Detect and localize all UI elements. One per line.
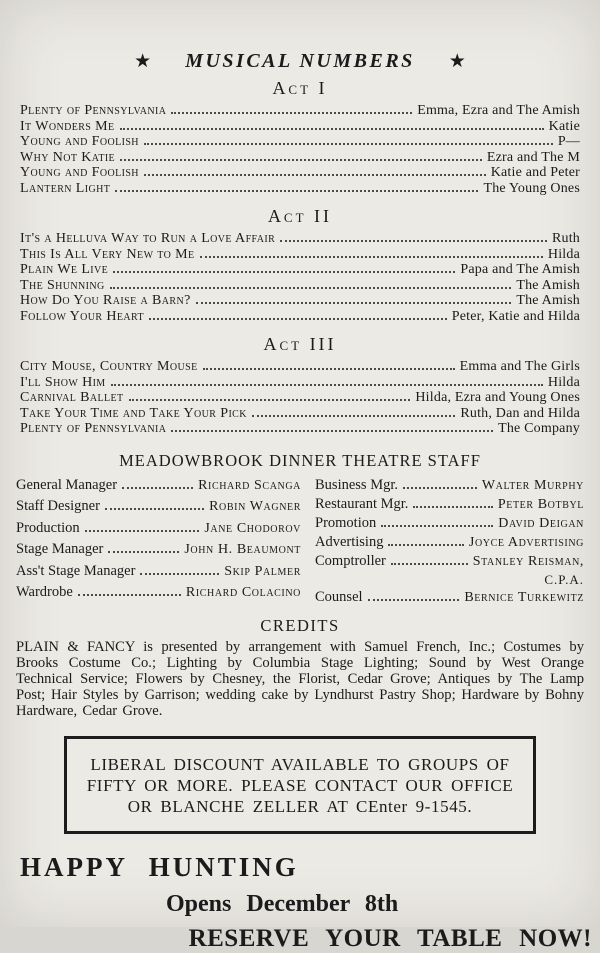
- song-title: Plenty of Pennsylvania: [20, 421, 167, 436]
- next-show-opening-date: Opens December 8th: [166, 890, 399, 917]
- song-row: [20, 375, 580, 391]
- song-row: [20, 119, 580, 135]
- song-row: [20, 406, 580, 422]
- musical-numbers-header: [0, 48, 600, 74]
- staff-role: Comptroller: [315, 552, 386, 569]
- song-title: Why Not Katie: [20, 149, 116, 165]
- song-title: It Wonders Me: [20, 118, 115, 134]
- staff-name: Stanley Reisman,: [472, 553, 584, 569]
- song-title: Plenty of Pennsylvania: [20, 103, 167, 118]
- staff-role: Stage Manager: [16, 541, 104, 557]
- staff-role: Advertising: [315, 533, 384, 550]
- dot-leader: [368, 599, 460, 601]
- staff-role: Restaurant Mgr.: [315, 495, 409, 512]
- staff-role: Counsel: [315, 588, 363, 605]
- staff-row: [16, 563, 301, 585]
- staff-name: Skip Palmer: [224, 563, 301, 579]
- staff-role: Staff Designer: [16, 498, 100, 514]
- song-row: [20, 103, 580, 119]
- dot-leader: [200, 256, 543, 258]
- staff-columns: [0, 477, 600, 608]
- song-title: Take Your Time and Take Your Pick: [20, 405, 247, 421]
- dot-leader: [120, 128, 544, 130]
- dot-leader: [110, 287, 512, 289]
- dot-leader: [113, 271, 455, 273]
- song-performers: Emma and The Girls: [459, 359, 580, 374]
- song-performers: P—: [557, 134, 580, 149]
- staff-role: Production: [16, 519, 80, 536]
- staff-name: John H. Beaumont: [184, 542, 301, 557]
- song-row: [20, 390, 580, 406]
- song-row: [20, 150, 580, 166]
- song-performers: Ruth: [551, 231, 580, 246]
- song-performers: Papa and The Amish: [460, 262, 580, 277]
- dot-leader: [196, 302, 512, 304]
- staff-row: [16, 477, 301, 499]
- dot-leader: [388, 544, 463, 546]
- song-row: [20, 309, 580, 325]
- dot-leader: [413, 506, 492, 508]
- dot-leader: [115, 190, 478, 192]
- staff-row: [16, 541, 301, 563]
- staff-role: Business Mgr.: [315, 476, 398, 493]
- notice-line: OR BLANCHE ZELLER AT CEnter 9-1545.: [127, 796, 473, 816]
- staff-role: General Manager: [16, 476, 118, 493]
- song-title: This Is All Very New to Me: [20, 246, 195, 262]
- song-title: City Mouse, Country Mouse: [20, 359, 198, 374]
- song-title: Follow Your Heart: [20, 308, 145, 324]
- act-heading-1: Act I: [272, 78, 328, 98]
- staff-name: Walter Murphy: [481, 477, 584, 493]
- dot-leader: [391, 563, 468, 565]
- staff-row: [16, 584, 301, 606]
- song-performers: Ruth, Dan and Hilda: [460, 405, 580, 421]
- dot-leader: [203, 368, 455, 370]
- song-row: [20, 278, 580, 294]
- dot-leader: [381, 525, 493, 527]
- song-row: [20, 262, 580, 278]
- dot-leader: [280, 240, 547, 242]
- song-performers: The Company: [498, 421, 580, 436]
- song-performers: Peter, Katie and Hilda: [451, 308, 580, 324]
- song-title: Young and Foolish: [20, 134, 139, 149]
- staff-row: [315, 534, 584, 553]
- staff-heading: MEADOWBROOK DINNER THEATRE STAFF: [119, 450, 481, 470]
- staff-row: [315, 553, 584, 572]
- dot-leader: [120, 159, 482, 161]
- dot-leader: [149, 318, 447, 320]
- staff-name: Jane Chodorov: [204, 520, 301, 536]
- staff-section: [0, 451, 600, 608]
- dot-leader: [140, 573, 219, 575]
- reserve-table-callout: RESERVE YOUR TABLE NOW!: [188, 924, 592, 952]
- staff-role: Promotion: [315, 514, 377, 531]
- song-performers: Katie and Peter: [490, 165, 580, 180]
- dot-leader: [85, 530, 200, 532]
- dot-leader: [252, 415, 455, 417]
- staff-name: Robin Wagner: [209, 499, 301, 514]
- staff-row: [16, 498, 301, 520]
- staff-row: [315, 589, 584, 608]
- staff-name: Joyce Advertising: [468, 534, 584, 550]
- dot-leader: [122, 487, 193, 489]
- song-title: The Shunning: [20, 277, 105, 293]
- song-title: I'll Show Him: [20, 374, 106, 390]
- song-row: [20, 165, 580, 181]
- song-row: [20, 134, 580, 150]
- song-row: [20, 359, 580, 375]
- staff-row: [16, 520, 301, 542]
- song-title: Lantern Light: [20, 180, 111, 196]
- dot-leader: [171, 112, 412, 114]
- next-show-title: HAPPY HUNTING: [20, 851, 299, 882]
- staff-role: Ass't Stage Manager: [16, 562, 136, 579]
- song-row: [20, 181, 580, 197]
- staff-name: David Deigan: [498, 515, 584, 531]
- staff-name: Peter Botbyl: [497, 496, 584, 512]
- dot-leader: [144, 143, 553, 145]
- song-row: [20, 293, 580, 309]
- dot-leader: [105, 508, 204, 510]
- credits-heading: CREDITS: [260, 615, 340, 635]
- song-title: Young and Foolish: [20, 165, 139, 180]
- song-title: How Do You Raise a Barn?: [20, 293, 191, 308]
- staff-row: [315, 477, 584, 496]
- song-performers: The Amish: [516, 293, 580, 308]
- song-title: Carnival Ballet: [20, 390, 124, 405]
- staff-row: [315, 515, 584, 534]
- acts-section: [0, 78, 600, 437]
- song-performers: The Amish: [516, 277, 580, 293]
- staff-role: Wardrobe: [16, 584, 73, 600]
- star-icon: ★: [134, 50, 152, 72]
- song-row: [20, 231, 580, 247]
- staff-column-left: [16, 477, 301, 608]
- credits-section: [0, 616, 600, 720]
- song-row: [20, 421, 580, 437]
- dot-leader: [111, 384, 543, 386]
- song-performers: Hilda, Ezra and Young Ones: [415, 390, 580, 405]
- song-performers: Emma, Ezra and The Amish: [417, 103, 580, 118]
- song-performers: Katie: [548, 118, 580, 134]
- next-show-promo: [0, 852, 600, 953]
- song-performers: Ezra and The M: [486, 149, 580, 165]
- star-icon: ★: [448, 50, 466, 72]
- song-title: Plain We Live: [20, 262, 109, 277]
- song-performers: The Young Ones: [483, 180, 580, 196]
- page-title: MUSICAL NUMBERS: [185, 49, 415, 72]
- song-row: [20, 247, 580, 263]
- group-discount-box: [64, 736, 536, 834]
- song-performers: Hilda: [547, 374, 580, 390]
- act-heading-3: Act III: [263, 334, 337, 354]
- act-heading-2: Act II: [267, 206, 333, 226]
- staff-row: [315, 496, 584, 515]
- dot-leader: [144, 174, 486, 176]
- dot-leader: [78, 594, 181, 596]
- notice-line: LIBERAL DISCOUNT AVAILABLE TO GROUPS OF: [90, 754, 510, 774]
- song-performers: Hilda: [547, 246, 580, 262]
- notice-line: FIFTY OR MORE. PLEASE CONTACT OUR OFFICE: [86, 775, 514, 795]
- staff-name-suffix: C.P.A.: [544, 571, 584, 587]
- dot-leader: [403, 487, 477, 489]
- staff-column-right: [315, 477, 584, 608]
- song-title: It's a Helluva Way to Run a Love Affair: [20, 231, 276, 246]
- dot-leader: [129, 399, 411, 401]
- staff-name: Richard Scanga: [198, 477, 301, 493]
- dot-leader: [171, 430, 493, 432]
- dot-leader: [108, 551, 179, 553]
- staff-name: Bernice Turkewitz: [464, 589, 584, 605]
- staff-name: Richard Colacino: [185, 585, 301, 600]
- credits-text: PLAIN & FANCY is presented by arrangement with Samuel French, Inc.; Costumes by Brooks Costume Co.; Lighting by Columbia Stage Lighting; Sound by West Orange Technical Service; Flowers by Chesney, the Florist, Cedar Grove; Antiques by The Lamp Post; Hair Styles by Garrison; wedding cake by Lyndhurst Pastry Shop; Hardware by Bohny Hardware, Cedar Grove.: [16, 638, 584, 720]
